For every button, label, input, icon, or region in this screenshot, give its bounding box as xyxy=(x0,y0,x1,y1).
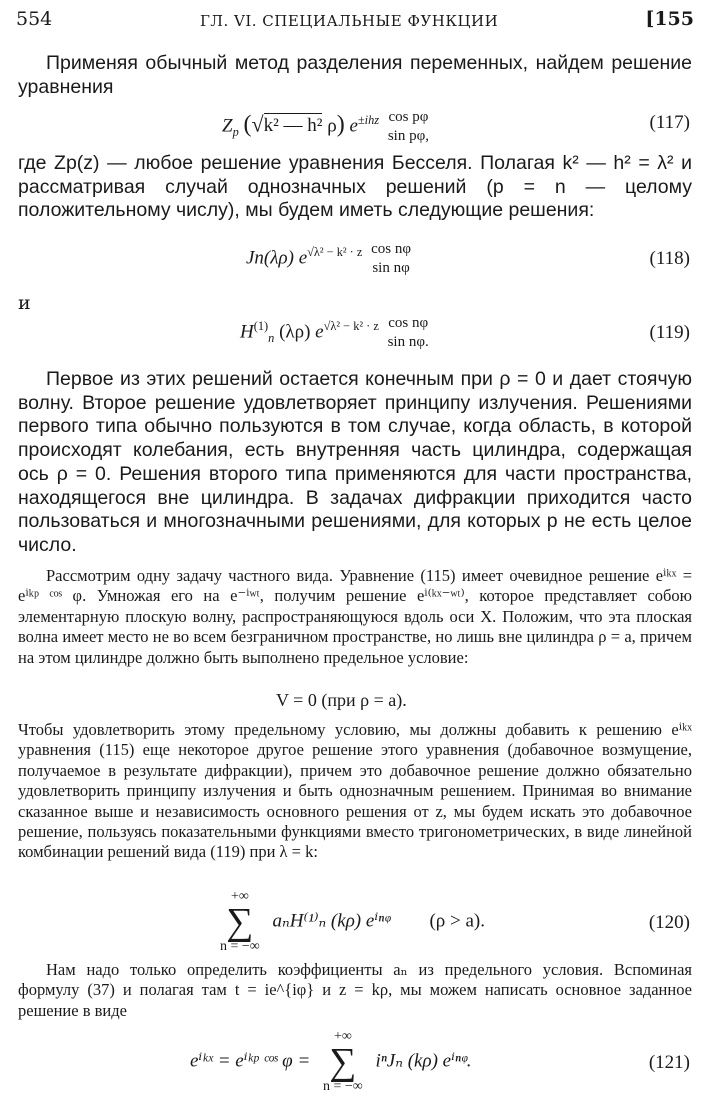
eq118-fn: Jn(λρ) xyxy=(246,247,294,269)
eq120-number: (120) xyxy=(648,912,690,933)
eq118-sin: sin nφ xyxy=(372,260,410,276)
eq117-sqrt: k² — h² xyxy=(263,115,323,137)
eq117-sin: sin pφ, xyxy=(387,128,430,144)
eq119-fn-sup: (1) xyxy=(253,319,269,334)
paragraph-6: Нам надо только определить коэффициенты aₙ из предельного условия. Вспоминая формулу (37) и полагая там t = ie^{iφ} и z = kρ, мы можем написать основное заданное решение в виде xyxy=(18,960,692,1020)
equation-121 xyxy=(0,1030,712,1094)
eq-boundary-text: V = 0 (при ρ = a). xyxy=(276,690,407,710)
paragraph-2: где Zp(z) — любое решение уравнения Бесселя. Полагая k² — h² = λ² и рассматривая случай однозначных решений (p = n — целому положительному числу), мы будем иметь следующие решения: xyxy=(18,152,692,222)
eq118-number: (118) xyxy=(649,248,690,269)
paragraph-4: Рассмотрим одну задачу частного вида. Уравнение (115) имеет очевидное решение eⁱᵏˣ = eⁱᵏᵖ ᶜᵒˢ φ. Умножая его на e⁻ⁱʷᵗ, получим решение eⁱ⁽ᵏˣ⁻ʷᵗ⁾, которое представляет собою элементарную плоскую волну, распространяющуюся вдоль оси X. Положим, что эта плоская волна имеет место не во всем безграничном пространстве, но лишь вне цилиндра ρ = a, причем на этом цилиндре должно быть выполнено предельное условие: xyxy=(18,566,692,667)
equation-119 xyxy=(0,312,712,360)
eq119-trig xyxy=(388,314,429,352)
eq119-fn: H xyxy=(240,321,254,343)
eq118-trig xyxy=(371,240,411,278)
eq120-term: aₙH⁽¹⁾ₙ (kρ) eⁱⁿᵠ xyxy=(272,910,390,932)
eq119-exp: e xyxy=(315,321,324,343)
eq121-lhs: eⁱᵏˣ = eⁱᵏᵖ ᶜᵒˢ φ = xyxy=(190,1050,311,1072)
eq121-lower: n = −∞ xyxy=(323,1079,363,1094)
eq117-trig xyxy=(388,108,429,146)
equation-117: $Z_p$ (√k² — h² ρ) $e^{\pm ihz}$ cos pφ sin pφ, (117) xyxy=(222,109,690,144)
eq120-sum: +∞ ∑ n = −∞ xyxy=(220,889,260,954)
eq119-fn-arg: (λρ) xyxy=(279,321,311,343)
equation-118 xyxy=(0,238,712,282)
paragraph-5: Чтобы удовлетворить этому предельному условию, мы должны добавить к решению eⁱᵏˣ уравнения (115) еще некоторое другое решение этого уравнения (добавочное возмущение, получаемое в результате дифракции), причем это добавочное решение должно обязательно удовлетворить принципу излучения и быть однозначным решением. Принимая во внимание сказанное выше и независимость основного решения от z, мы будем искать это добавочное решение, пользуясь показательными функциями вместо тригонометрических, в виде линейной комбинации решений вида (119) при λ = k: xyxy=(18,720,692,862)
eq117-exp: e xyxy=(349,115,358,137)
eq119-cos: cos nφ xyxy=(388,315,429,331)
eq120-upper: +∞ xyxy=(230,889,249,904)
eq117-rho: ρ xyxy=(327,115,337,137)
eq121-upper: +∞ xyxy=(333,1029,352,1044)
eq120-cond: (ρ > a). xyxy=(429,910,485,932)
eq119-fn-sub: n xyxy=(268,331,275,346)
eq117-number: (117) xyxy=(649,112,690,133)
eq118-exp: e xyxy=(298,247,308,269)
eq119-number: (119) xyxy=(649,322,690,343)
eq121-term: iⁿJₙ (kρ) eⁱⁿᵠ. xyxy=(375,1050,472,1072)
eq121-number: (121) xyxy=(648,1052,690,1073)
equation-120 xyxy=(0,890,712,954)
eq119-sin: sin nφ. xyxy=(387,334,429,350)
eq119-exp-arg: √λ² − k² · z xyxy=(323,319,379,334)
page-number: 554 xyxy=(16,8,53,30)
chapter-title: ГЛ. VI. СПЕЦИАЛЬНЫЕ ФУНКЦИИ xyxy=(200,12,499,30)
eq117-exp-arg: ±ihz xyxy=(357,113,380,128)
equation-boundary xyxy=(0,690,712,716)
eq120-lower: n = −∞ xyxy=(220,939,260,954)
eq117-Z: Z xyxy=(222,115,233,137)
eq118-cos: cos nφ xyxy=(371,241,412,257)
eq117-cos: cos pφ xyxy=(388,109,429,125)
eq121-sum: +∞ ∑ n = −∞ xyxy=(323,1029,363,1094)
eq117-p: p xyxy=(232,125,239,140)
and-word: и xyxy=(18,292,31,314)
paragraph-1: Применяя обычный метод разделения переменных, найдем решение уравнения xyxy=(18,52,692,98)
paragraph-3: Первое из этих решений остается конечным при ρ = 0 и дает стоячую волну. Второе решение удовлетворяет принципу излучения. Решениями первого типа обычно пользуются в том случае, когда область, в которой происходят колебания, есть внутренняя часть цилиндра, содержащая ось ρ = 0. Решения второго типа применяются для части пространства, находящегося вне цилиндра. В задачах дифракции приходится часто пользоваться и многозначными решениями, для которых p не есть целое число. xyxy=(18,368,692,556)
section-number: [155 xyxy=(645,8,694,30)
eq118-exp-arg: √λ² − k² · z xyxy=(307,245,363,260)
